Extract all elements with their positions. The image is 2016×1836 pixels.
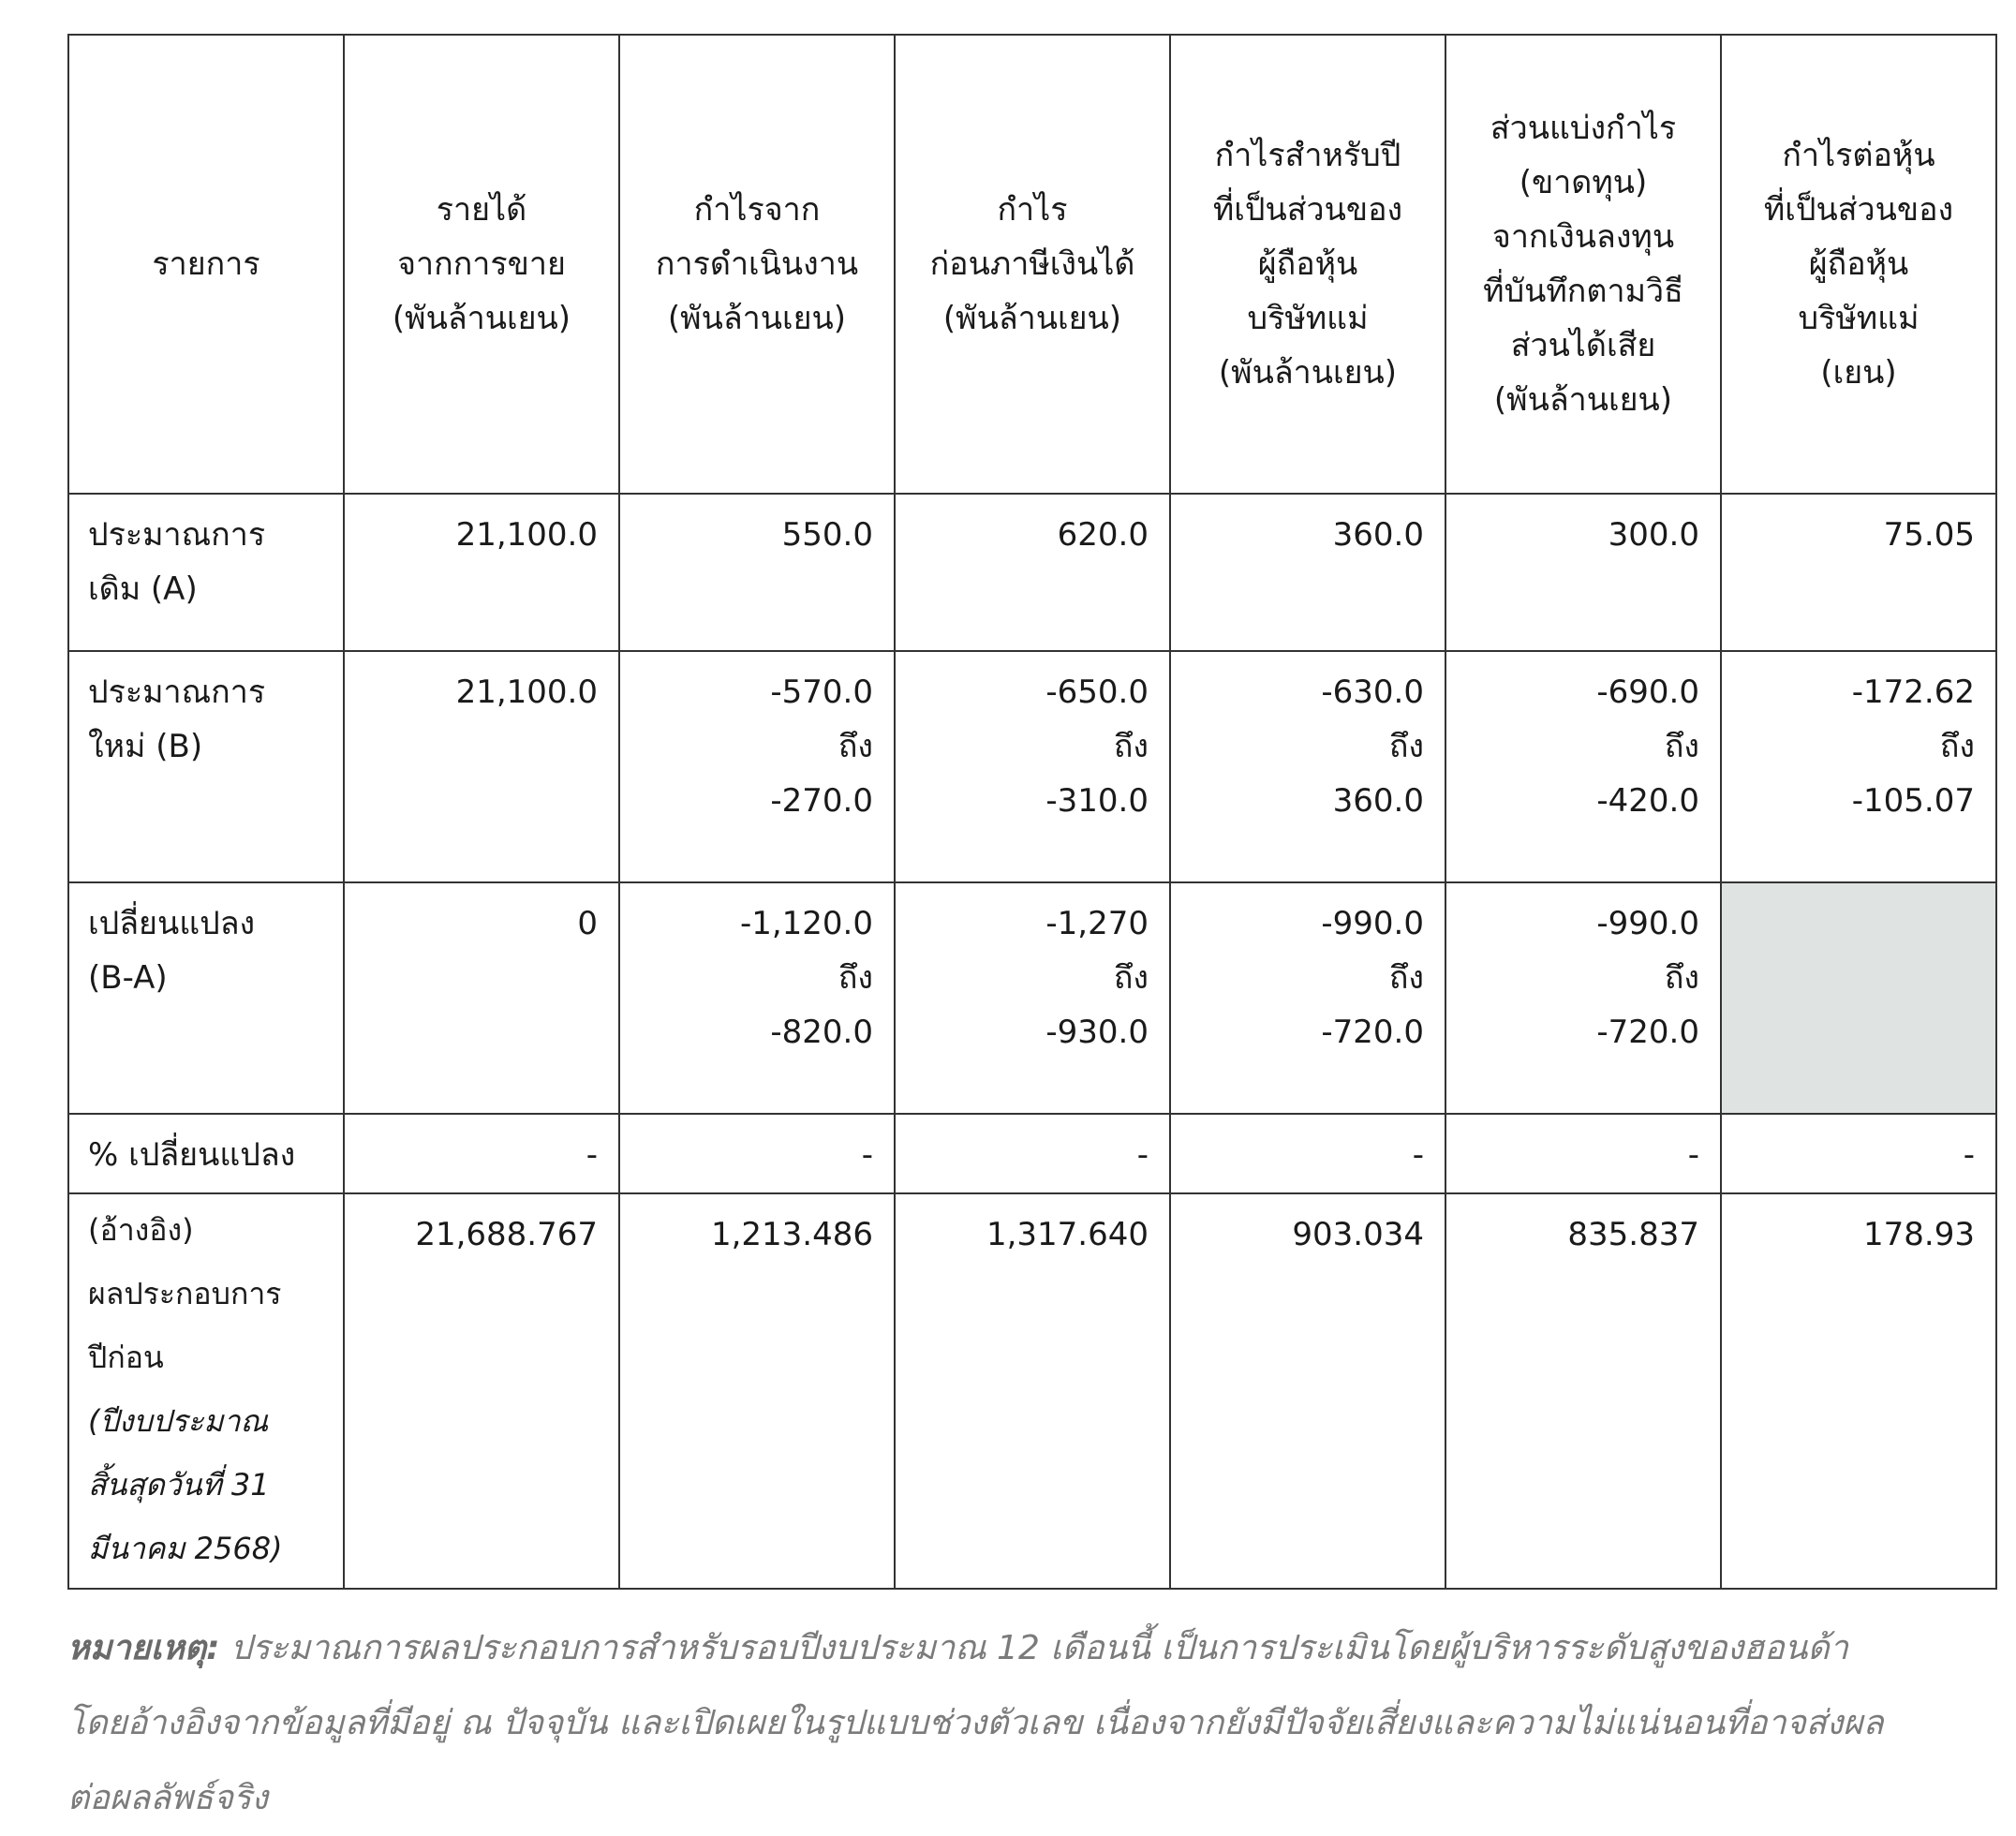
table-cell: - — [1170, 1114, 1445, 1193]
table-cell: 21,688.767 — [344, 1193, 619, 1589]
table-cell: -172.62 ถึง -105.07 — [1721, 651, 1996, 882]
footnote-text: ต่อผลลัพธ์จริง — [67, 1779, 268, 1817]
row-label: % เปลี่ยนแปลง — [68, 1114, 344, 1193]
footnote-prefix: หมายเหตุ: — [67, 1629, 220, 1667]
table-cell: 21,100.0 — [344, 494, 619, 651]
table-cell: 21,100.0 — [344, 651, 619, 882]
forecast-table — [67, 34, 1997, 1590]
table-cell: 1,213.486 — [619, 1193, 895, 1589]
header-net-profit: กำไรสำหรับปี ที่เป็นส่วนของ ผู้ถือหุ้น บริษัทแม่ (พันล้านเยน) — [1170, 35, 1445, 494]
table-row-original-forecast — [68, 494, 1996, 651]
header-item: รายการ — [68, 35, 344, 494]
header-revenue: รายได้ จากการขาย (พันล้านเยน) — [344, 35, 619, 494]
header-row — [68, 35, 1996, 494]
row-label: ประมาณการ ใหม่ (B) — [68, 651, 344, 882]
header-profit-before-tax: กำไร ก่อนภาษีเงินได้ (พันล้านเยน) — [895, 35, 1170, 494]
table-cell: -990.0 ถึง -720.0 — [1445, 882, 1721, 1114]
table-cell: 835.837 — [1445, 1193, 1721, 1589]
table-cell: 75.05 — [1721, 494, 1996, 651]
table-cell: 360.0 — [1170, 494, 1445, 651]
fiscal-year-italic-note: สิ้นสุดวันที่ 31 — [88, 1467, 270, 1503]
table-cell: - — [1721, 1114, 1996, 1193]
row-label: (อ้างอิง) ผลประกอบการ ปีก่อน (ปีงบประมาณ สิ้นสุดวันที่ 31 มีนาคม 2568) — [68, 1193, 344, 1589]
table-cell: 620.0 — [895, 494, 1170, 651]
table-row-percent-change — [68, 1114, 1996, 1193]
table-cell: -1,270 ถึง -930.0 — [895, 882, 1170, 1114]
table-cell: - — [619, 1114, 895, 1193]
header-eps: กำไรต่อหุ้น ที่เป็นส่วนของ ผู้ถือหุ้น บริษัทแม่ (เยน) — [1721, 35, 1996, 494]
table-row-new-forecast — [68, 651, 1996, 882]
table-cell: -630.0 ถึง 360.0 — [1170, 651, 1445, 882]
results-forecast-document — [67, 34, 1995, 1590]
footnote-text: โดยอ้างอิงจากข้อมูลที่มีอยู่ ณ ปัจจุบัน และเปิดเผยในรูปแบบช่วงตัวเลข เนื่องจากยังมีปัจจัยเสี่ยงและความไม่แน่นอนที่อาจส่งผล — [67, 1704, 1884, 1742]
table-cell: - — [895, 1114, 1170, 1193]
table-cell: -990.0 ถึง -720.0 — [1170, 882, 1445, 1114]
table-cell: 903.034 — [1170, 1193, 1445, 1589]
table-cell: 300.0 — [1445, 494, 1721, 651]
table-cell: -690.0 ถึง -420.0 — [1445, 651, 1721, 882]
fiscal-year-italic-note: มีนาคม 2568) — [88, 1531, 283, 1566]
table-cell: -570.0 ถึง -270.0 — [619, 651, 895, 882]
table-cell: - — [344, 1114, 619, 1193]
footnote — [67, 1611, 1997, 1836]
table-cell: 1,317.640 — [895, 1193, 1170, 1589]
row-label: ประมาณการ เดิม (A) — [68, 494, 344, 651]
table-cell: - — [1445, 1114, 1721, 1193]
table-cell: 550.0 — [619, 494, 895, 651]
table-cell: 0 — [344, 882, 619, 1114]
table-row-change — [68, 882, 1996, 1114]
header-equity-method: ส่วนแบ่งกำไร (ขาดทุน) จากเงินลงทุน ที่บันทึกตามวิธี ส่วนได้เสีย (พันล้านเยน) — [1445, 35, 1721, 494]
fiscal-year-italic-note: (ปีงบประมาณ — [88, 1403, 269, 1439]
header-operating-profit: กำไรจาก การดำเนินงาน (พันล้านเยน) — [619, 35, 895, 494]
table-cell: -1,120.0 ถึง -820.0 — [619, 882, 895, 1114]
row-label: เปลี่ยนแปลง (B-A) — [68, 882, 344, 1114]
table-cell: -650.0 ถึง -310.0 — [895, 651, 1170, 882]
footnote-text: ประมาณการผลประกอบการสำหรับรอบปีงบประมาณ 12 เดือนนี้ เป็นการประเมินโดยผู้บริหารระดับสูงของฮอนด้า — [219, 1629, 1848, 1667]
table-row-prior-year-reference — [68, 1193, 1996, 1589]
table-cell: 178.93 — [1721, 1193, 1996, 1589]
shaded-empty-cell — [1721, 882, 1996, 1114]
